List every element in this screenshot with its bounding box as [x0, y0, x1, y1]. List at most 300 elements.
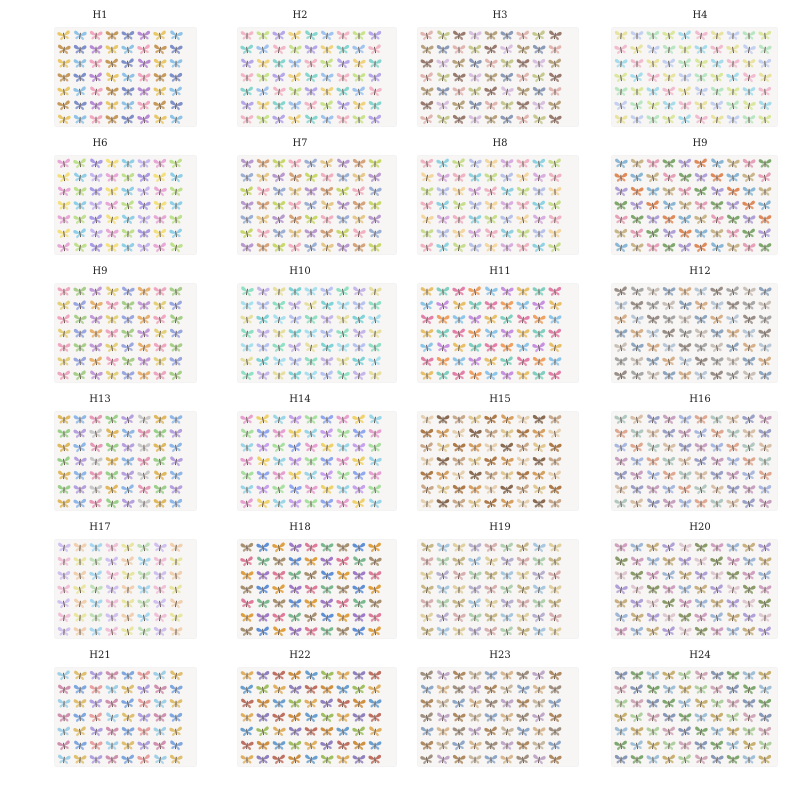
butterfly-sticker-icon [153, 356, 167, 367]
butterfly-sticker-icon [120, 113, 135, 126]
butterfly-sticker-icon [105, 227, 120, 239]
butterfly-sticker-icon [516, 498, 531, 510]
butterfly-sticker-icon [168, 157, 183, 170]
butterfly-sticker-icon [483, 227, 499, 240]
butterfly-sticker-icon [435, 739, 450, 752]
butterfly-sticker-icon [694, 286, 709, 298]
butterfly-sticker-icon [351, 43, 366, 56]
butterfly-sticker-icon [368, 200, 382, 211]
sheet-tile[interactable] [600, 394, 800, 522]
butterfly-sticker-icon [420, 698, 434, 710]
sheet-tile[interactable] [400, 522, 600, 650]
butterfly-sticker-icon [661, 625, 677, 638]
butterfly-sticker-icon [531, 583, 546, 596]
butterfly-sticker-icon [614, 726, 629, 738]
sheet-tile[interactable] [400, 650, 600, 778]
butterfly-sticker-icon [548, 228, 563, 240]
butterfly-sticker-icon [168, 99, 184, 112]
butterfly-sticker-icon [169, 58, 183, 69]
butterfly-sticker-icon [56, 327, 71, 340]
butterfly-sticker-icon [420, 86, 435, 98]
butterfly-sticker-icon [532, 414, 547, 426]
butterfly-sticker-icon [693, 753, 708, 766]
butterfly-sticker-icon [678, 100, 692, 111]
butterfly-sticker-icon [467, 369, 483, 382]
butterfly-sticker-icon [56, 669, 72, 682]
butterfly-sticker-icon [256, 670, 270, 682]
butterfly-sticker-icon [287, 441, 303, 454]
sheet-tile[interactable] [0, 266, 200, 394]
butterfly-sticker-icon [335, 157, 350, 170]
butterfly-sticker-icon [500, 370, 515, 382]
butterfly-sticker-icon [468, 114, 482, 125]
butterfly-sticker-icon [272, 698, 286, 709]
butterfly-sticker-icon [419, 569, 434, 582]
butterfly-sticker-icon [136, 469, 152, 482]
butterfly-sticker-icon [614, 455, 629, 467]
butterfly-sticker-icon [548, 498, 562, 510]
butterfly-sticker-icon [725, 157, 740, 170]
butterfly-sticker-icon [420, 355, 435, 367]
butterfly-sticker-icon [136, 625, 151, 638]
butterfly-sticker-icon [484, 442, 498, 454]
butterfly-sticker-icon [630, 328, 644, 340]
butterfly-sticker-icon [420, 186, 434, 198]
butterfly-sticker-icon [73, 711, 88, 723]
butterfly-sticker-icon [73, 414, 87, 425]
butterfly-sticker-icon [726, 328, 740, 339]
butterfly-sticker-icon [726, 356, 740, 367]
butterfly-sticker-icon [419, 241, 434, 254]
butterfly-sticker-icon [452, 86, 466, 98]
butterfly-sticker-icon [88, 497, 103, 510]
butterfly-sticker-icon [694, 712, 708, 724]
sheet-tile[interactable] [0, 138, 200, 266]
butterfly-sticker-icon [548, 327, 563, 339]
butterfly-sticker-icon [467, 227, 482, 240]
butterfly-sticker-icon [288, 158, 303, 170]
butterfly-sticker-icon [88, 711, 103, 724]
butterfly-sticker-icon [320, 186, 335, 198]
butterfly-sticker-icon [73, 556, 87, 567]
butterfly-sticker-icon [484, 300, 498, 311]
butterfly-sticker-icon [725, 441, 740, 454]
butterfly-sticker-icon [710, 57, 725, 69]
butterfly-sticker-icon [516, 428, 530, 439]
sheet-tile[interactable] [0, 10, 200, 138]
butterfly-sticker-icon [73, 58, 87, 69]
butterfly-sticker-icon [515, 683, 530, 696]
butterfly-sticker-icon [256, 300, 270, 311]
butterfly-sticker-icon [710, 498, 725, 510]
butterfly-sticker-icon [678, 171, 693, 183]
butterfly-sticker-icon [662, 556, 676, 567]
butterfly-sticker-icon [169, 342, 183, 353]
butterfly-sticker-icon [467, 185, 482, 198]
butterfly-sticker-icon [288, 414, 303, 426]
sheet-tile[interactable] [600, 650, 800, 778]
butterfly-sticker-icon [271, 313, 287, 326]
butterfly-sticker-icon [351, 313, 366, 326]
butterfly-sticker-icon [726, 484, 741, 496]
butterfly-sticker-icon [105, 725, 120, 737]
butterfly-sticker-icon [757, 497, 772, 510]
butterfly-sticker-icon [304, 186, 318, 197]
butterfly-sticker-icon [468, 85, 483, 97]
sheet-label: H11 [489, 266, 511, 277]
butterfly-sticker-sheet [418, 156, 578, 254]
butterfly-sticker-icon [757, 299, 772, 312]
butterfly-sticker-icon [319, 369, 334, 382]
butterfly-sticker-icon [662, 584, 676, 595]
butterfly-sticker-icon [661, 113, 676, 126]
butterfly-sticker-icon [73, 612, 88, 624]
butterfly-sticker-icon [646, 86, 661, 98]
butterfly-sticker-icon [694, 684, 708, 696]
butterfly-sticker-icon [320, 555, 335, 567]
butterfly-sticker-icon [693, 113, 708, 126]
sheet-tile[interactable] [400, 138, 600, 266]
butterfly-sticker-icon [351, 57, 366, 70]
butterfly-sticker-icon [741, 711, 757, 724]
sheet-tile[interactable] [200, 138, 400, 266]
sheet-tile[interactable] [600, 522, 800, 650]
butterfly-sticker-icon [742, 555, 757, 567]
butterfly-sticker-icon [435, 569, 451, 582]
butterfly-sticker-icon [105, 44, 120, 56]
butterfly-sticker-sheet [612, 284, 777, 382]
butterfly-sticker-icon [694, 442, 708, 453]
butterfly-sticker-icon [483, 327, 498, 340]
butterfly-sticker-icon [120, 341, 136, 354]
butterfly-sticker-icon [468, 356, 483, 368]
butterfly-sticker-icon [105, 299, 120, 311]
butterfly-sticker-icon [646, 341, 661, 353]
butterfly-sticker-icon [645, 199, 661, 212]
butterfly-sticker-icon [169, 200, 183, 211]
butterfly-sticker-icon [72, 455, 87, 468]
butterfly-sticker-icon [352, 542, 367, 554]
butterfly-sticker-icon [484, 200, 499, 212]
butterfly-sticker-icon [320, 86, 334, 98]
butterfly-sticker-icon [88, 369, 103, 382]
butterfly-sticker-icon [240, 200, 255, 212]
butterfly-sticker-icon [319, 469, 335, 482]
butterfly-sticker-icon [677, 597, 692, 610]
butterfly-sticker-icon [467, 497, 482, 510]
butterfly-sticker-icon [742, 726, 756, 737]
butterfly-sticker-icon [678, 227, 693, 239]
sheet-tile[interactable] [200, 522, 400, 650]
butterfly-sticker-icon [168, 455, 184, 468]
butterfly-sticker-icon [73, 542, 88, 554]
butterfly-sticker-icon [335, 369, 351, 382]
butterfly-sticker-icon [152, 327, 167, 340]
butterfly-sticker-icon [532, 456, 546, 468]
butterfly-sticker-icon [757, 711, 772, 724]
butterfly-sticker-icon [726, 200, 741, 212]
butterfly-sticker-icon [240, 484, 254, 496]
sheet-tile[interactable] [600, 138, 800, 266]
butterfly-sticker-icon [483, 555, 499, 568]
butterfly-sticker-icon [630, 214, 645, 226]
butterfly-sticker-icon [613, 711, 628, 724]
butterfly-sticker-icon [136, 341, 151, 354]
butterfly-sticker-icon [255, 597, 270, 610]
sheet-tile[interactable] [400, 394, 600, 522]
butterfly-sticker-icon [256, 428, 271, 440]
butterfly-sticker-icon [742, 754, 756, 765]
butterfly-sticker-icon [303, 71, 318, 84]
butterfly-sticker-icon [255, 313, 270, 326]
butterfly-sticker-icon [352, 99, 367, 111]
butterfly-sticker-icon [515, 71, 530, 84]
sheet-label: H8 [492, 138, 508, 149]
butterfly-sticker-icon [484, 172, 499, 184]
butterfly-sticker-icon [468, 413, 483, 425]
butterfly-sticker-icon [153, 86, 168, 98]
butterfly-sticker-icon [320, 214, 334, 226]
butterfly-sticker-icon [614, 469, 629, 481]
butterfly-sticker-icon [152, 43, 167, 56]
butterfly-sticker-icon [757, 355, 772, 368]
butterfly-sticker-icon [614, 670, 629, 682]
butterfly-sticker-icon [136, 413, 151, 426]
butterfly-sticker-icon [499, 227, 514, 240]
butterfly-sticker-icon [483, 683, 498, 696]
butterfly-sticker-icon [89, 626, 104, 638]
butterfly-sticker-icon [483, 455, 499, 468]
butterfly-sticker-icon [240, 172, 254, 184]
butterfly-sticker-icon [272, 328, 286, 340]
butterfly-sticker-icon [630, 300, 644, 312]
butterfly-sticker-icon [121, 86, 135, 98]
butterfly-sticker-icon [335, 427, 350, 440]
butterfly-sticker-icon [484, 114, 498, 126]
butterfly-sticker-icon [694, 598, 709, 610]
butterfly-sticker-icon [742, 242, 757, 254]
butterfly-sticker-icon [56, 541, 71, 554]
butterfly-sticker-icon [255, 227, 270, 240]
butterfly-sticker-icon [367, 355, 383, 368]
butterfly-sticker-icon [451, 739, 467, 752]
butterfly-sticker-icon [105, 670, 119, 681]
butterfly-sticker-icon [500, 200, 514, 211]
butterfly-sticker-icon [646, 186, 660, 197]
butterfly-sticker-icon [531, 569, 546, 582]
butterfly-sticker-icon [726, 86, 740, 98]
butterfly-sticker-icon [137, 171, 152, 183]
butterfly-sticker-icon [451, 199, 467, 212]
butterfly-sticker-icon [137, 86, 151, 97]
butterfly-sticker-icon [709, 555, 725, 568]
sheet-tile[interactable] [200, 650, 400, 778]
sheet-tile[interactable] [400, 266, 600, 394]
butterfly-sticker-icon [694, 470, 708, 481]
butterfly-sticker-icon [419, 113, 435, 126]
butterfly-sticker-icon [304, 414, 318, 425]
butterfly-sticker-icon [153, 214, 167, 225]
butterfly-sticker-icon [303, 569, 319, 582]
butterfly-sticker-icon [693, 57, 708, 70]
butterfly-sticker-icon [500, 342, 515, 354]
butterfly-sticker-icon [678, 442, 693, 454]
sheet-tile[interactable] [200, 266, 400, 394]
butterfly-sticker-icon [613, 185, 628, 198]
butterfly-sticker-icon [169, 414, 183, 425]
butterfly-sticker-icon [153, 498, 167, 509]
butterfly-sticker-icon [73, 754, 88, 766]
butterfly-sticker-icon [483, 597, 498, 610]
butterfly-sticker-icon [56, 29, 72, 42]
butterfly-sticker-icon [614, 172, 629, 184]
sheet-tile[interactable] [400, 10, 600, 138]
butterfly-sticker-icon [452, 172, 467, 184]
butterfly-sticker-icon [368, 753, 383, 765]
butterfly-sticker-icon [367, 541, 382, 554]
butterfly-sticker-icon [468, 612, 483, 624]
butterfly-sticker-icon [547, 697, 562, 710]
butterfly-sticker-icon [709, 213, 725, 226]
butterfly-sticker-icon [72, 29, 87, 42]
butterfly-sticker-icon [168, 583, 183, 596]
butterfly-sticker-icon [646, 369, 661, 381]
butterfly-sticker-icon [662, 158, 676, 170]
butterfly-sticker-icon [255, 555, 270, 568]
butterfly-sticker-icon [368, 597, 383, 609]
butterfly-sticker-icon [677, 355, 693, 368]
butterfly-sticker-icon [304, 697, 319, 709]
butterfly-sticker-icon [152, 669, 167, 682]
butterfly-sticker-icon [614, 86, 629, 98]
butterfly-sticker-icon [500, 30, 515, 42]
butterfly-sticker-icon [288, 698, 302, 710]
sheet-tile[interactable] [0, 650, 200, 778]
butterfly-sticker-icon [152, 611, 167, 624]
butterfly-sticker-icon [168, 739, 184, 752]
butterfly-sticker-icon [694, 44, 708, 56]
butterfly-sticker-icon [72, 227, 88, 240]
sheet-tile[interactable] [0, 522, 200, 650]
butterfly-sticker-icon [152, 455, 167, 468]
butterfly-sticker-icon [742, 356, 757, 368]
butterfly-sticker-icon [629, 171, 644, 184]
butterfly-sticker-icon [757, 597, 772, 610]
butterfly-sticker-icon [548, 456, 562, 467]
butterfly-sticker-icon [547, 199, 563, 212]
butterfly-sticker-icon [320, 71, 335, 83]
butterfly-sticker-icon [420, 286, 434, 297]
butterfly-sticker-icon [614, 356, 628, 367]
butterfly-sticker-icon [645, 43, 660, 56]
butterfly-sticker-icon [693, 427, 709, 440]
butterfly-sticker-icon [629, 341, 644, 354]
butterfly-sticker-icon [287, 29, 302, 42]
butterfly-sticker-icon [136, 57, 151, 70]
butterfly-sticker-icon [677, 85, 693, 98]
butterfly-sticker-icon [742, 86, 756, 97]
butterfly-sticker-icon [88, 355, 103, 368]
butterfly-sticker-icon [256, 342, 270, 354]
sheet-tile[interactable] [200, 10, 400, 138]
butterfly-sticker-icon [500, 100, 514, 112]
butterfly-sticker-icon [239, 683, 254, 696]
butterfly-sticker-icon [483, 185, 499, 198]
butterfly-sticker-icon [120, 57, 136, 70]
butterfly-sticker-icon [452, 356, 466, 367]
butterfly-sticker-icon [137, 669, 152, 681]
butterfly-sticker-icon [548, 598, 563, 610]
butterfly-sticker-icon [368, 328, 383, 340]
butterfly-sticker-icon [451, 241, 466, 254]
butterfly-sticker-icon [121, 314, 135, 326]
sheet-tile[interactable] [600, 10, 800, 138]
butterfly-sticker-icon [613, 555, 629, 568]
butterfly-sticker-icon [120, 213, 135, 226]
butterfly-sticker-icon [120, 43, 135, 56]
butterfly-sticker-icon [136, 185, 152, 198]
butterfly-sticker-icon [57, 428, 71, 440]
butterfly-sticker-icon [710, 43, 725, 55]
butterfly-sticker-icon [742, 569, 757, 581]
butterfly-sticker-icon [272, 242, 287, 254]
butterfly-sticker-icon [646, 285, 661, 297]
sheet-tile[interactable] [600, 266, 800, 394]
butterfly-sticker-icon [319, 669, 334, 682]
butterfly-sticker-icon [661, 725, 676, 738]
butterfly-sticker-icon [104, 555, 119, 568]
butterfly-sticker-icon [678, 498, 693, 510]
butterfly-sticker-icon [532, 100, 547, 112]
butterfly-sticker-icon [57, 484, 71, 496]
sheet-tile[interactable] [0, 394, 200, 522]
butterfly-sticker-icon [303, 427, 318, 440]
butterfly-sticker-icon [630, 186, 645, 198]
butterfly-sticker-icon [629, 285, 644, 298]
butterfly-sticker-icon [336, 30, 351, 42]
butterfly-sticker-icon [240, 625, 255, 637]
butterfly-sticker-icon [104, 199, 119, 212]
butterfly-sticker-icon [136, 113, 152, 126]
butterfly-sticker-icon [56, 85, 71, 98]
butterfly-sticker-icon [368, 300, 382, 312]
butterfly-sticker-icon [336, 241, 351, 253]
butterfly-sticker-icon [694, 72, 708, 84]
butterfly-sticker-icon [240, 542, 255, 554]
butterfly-sticker-icon [335, 469, 350, 482]
butterfly-sticker-icon [152, 313, 167, 326]
butterfly-sticker-icon [104, 71, 120, 84]
butterfly-sticker-icon [240, 584, 255, 596]
butterfly-sticker-icon [255, 625, 270, 638]
butterfly-sticker-icon [255, 43, 271, 56]
butterfly-sticker-icon [120, 185, 135, 198]
sheet-tile[interactable] [200, 394, 400, 522]
butterfly-sticker-icon [120, 285, 135, 298]
butterfly-sticker-sheet [612, 540, 777, 638]
butterfly-sticker-icon [240, 442, 254, 453]
butterfly-sticker-icon [452, 684, 466, 695]
butterfly-sticker-icon [351, 369, 366, 382]
butterfly-sticker-icon [435, 441, 450, 454]
butterfly-sticker-icon [335, 697, 351, 710]
butterfly-sticker-icon [725, 611, 740, 624]
butterfly-sticker-icon [256, 158, 270, 170]
butterfly-sticker-icon [630, 86, 644, 97]
butterfly-sticker-icon [137, 356, 152, 368]
butterfly-sticker-icon [516, 740, 530, 751]
butterfly-sticker-icon [499, 555, 514, 568]
